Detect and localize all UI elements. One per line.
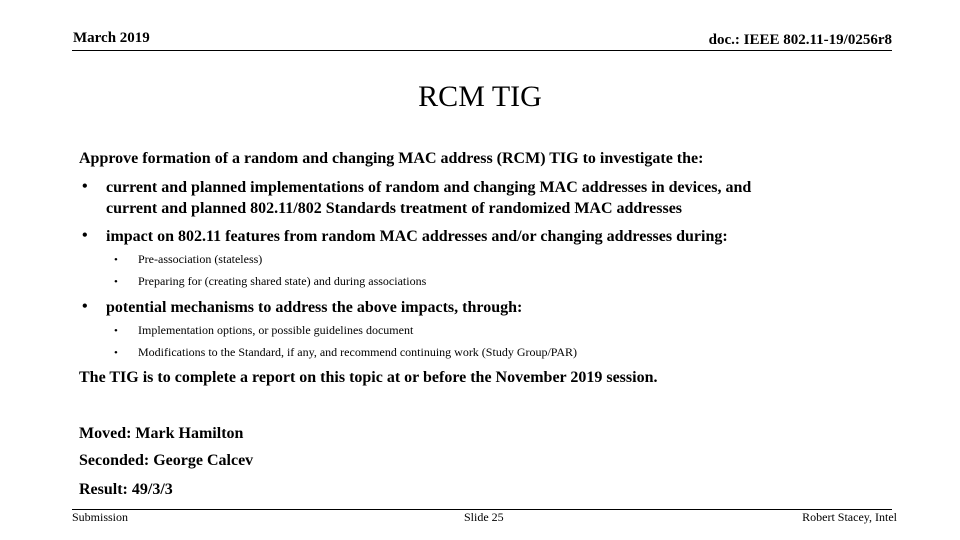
intro-text: Approve formation of a random and changing MAC address (RCM) TIG to investigate the: xyxy=(79,150,704,167)
header-divider xyxy=(72,50,892,51)
sub-bullet-marker-2-2: • xyxy=(114,276,118,288)
sub-bullet-marker-2-1: • xyxy=(114,254,118,266)
slide-title: RCM TIG xyxy=(418,80,542,113)
sub-bullet-marker-3-2: • xyxy=(114,347,118,359)
bullet-marker-2: • xyxy=(82,227,88,244)
footer-left: Submission xyxy=(72,510,129,524)
bullet-2-text: impact on 802.11 features from random MAC addresses and/or changing addresses during: xyxy=(106,228,728,245)
bullet-marker-3: • xyxy=(82,298,88,315)
header-date: March 2019 xyxy=(73,30,150,46)
bullet-2-sub-1: Pre-association (stateless) xyxy=(138,252,263,266)
bullet-1-line-2: current and planned 802.11/802 Standards treatment of randomized MAC addresses xyxy=(106,200,683,217)
footer-author: Robert Stacey, Intel xyxy=(802,510,897,524)
header-doc-id: doc.: IEEE 802.11-19/0256r8 xyxy=(708,32,892,48)
bullet-2-sub-2: Preparing for (creating shared state) and during associations xyxy=(138,274,427,288)
footer-slide-number: Slide 25 xyxy=(464,510,504,524)
bullet-marker-1: • xyxy=(82,178,88,195)
bullet-3-text: potential mechanisms to address the above impacts, through: xyxy=(106,299,523,316)
bullet-1-line-1: current and planned implementations of random and changing MAC addresses in devices, and xyxy=(106,179,752,196)
bullet-3-sub-1: Implementation options, or possible guidelines document xyxy=(138,323,414,337)
completion-text: The TIG is to complete a report on this topic at or before the November 2019 session. xyxy=(79,369,658,386)
sub-bullet-marker-3-1: • xyxy=(114,325,118,337)
seconded-text: Seconded: George Calcev xyxy=(79,452,254,469)
bullet-3-sub-2: Modifications to the Standard, if any, and recommend continuing work (Study Group/PAR) xyxy=(138,345,578,359)
moved-text: Moved: Mark Hamilton xyxy=(79,425,244,442)
bullet-1-text xyxy=(106,177,751,219)
result-text: Result: 49/3/3 xyxy=(79,481,173,498)
